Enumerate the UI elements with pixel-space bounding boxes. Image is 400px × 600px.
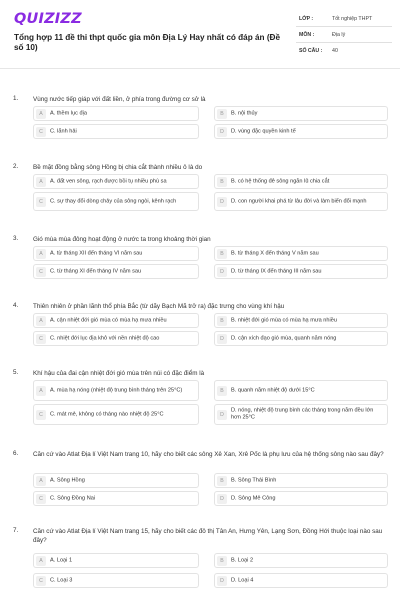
option-text: C. mát mẻ, không có tháng nào nhiệt độ 25°C	[50, 410, 164, 417]
info-table	[296, 11, 392, 59]
option-text: A. từ tháng XII đến tháng VI năm sau	[50, 249, 143, 256]
answer-option-a[interactable]	[33, 246, 199, 261]
info-value: Địa lý	[332, 31, 346, 38]
option-text: A. Sông Hồng	[50, 476, 85, 483]
option-text: D. cận xích đạo gió mùa, quanh năm nóng	[231, 334, 337, 341]
option-letter-d: D	[217, 197, 227, 207]
option-text: A. Loại 1	[50, 556, 73, 563]
option-text: B. Loại 2	[231, 556, 254, 563]
option-text: D. vùng đặc quyền kinh tế	[231, 127, 296, 134]
worksheet-title: Tổng hợp 11 đề thi thpt quốc gia môn Địa Lý Hay nhất có đáp án (Đề số 10)	[14, 33, 281, 52]
question-number: 1.	[13, 95, 19, 102]
option-text: D. Sông Mê Công	[231, 494, 276, 501]
answer-option-c[interactable]	[33, 192, 199, 211]
question-text: Bề mặt đồng bằng sông Hồng bị chia cắt thành nhiều ô là do	[33, 164, 203, 171]
option-text: A. cận nhiệt đới gió mùa có mùa hạ mưa nhiều	[50, 316, 167, 323]
answer-option-a[interactable]	[33, 473, 199, 488]
question-number: 7.	[13, 527, 19, 534]
answer-option-b[interactable]	[214, 174, 388, 189]
answer-option-d[interactable]	[214, 491, 388, 506]
answer-option-c[interactable]	[33, 404, 199, 425]
header-divider	[0, 68, 400, 69]
answer-option-c[interactable]	[33, 331, 199, 346]
question-text: Căn cứ vào Atlat Địa lí Việt Nam trang 15, hãy cho biết các đô thị Tân An, Hưng Yên, Lạng Sơn, Đồng Hới thuộc loại nào sau đây?	[33, 528, 383, 544]
option-text: D. từ tháng IX đến tháng III năm sau	[231, 267, 322, 274]
info-key: MÔN :	[299, 31, 315, 38]
info-key: SỐ CÂU :	[299, 48, 323, 54]
option-text: C. sự thay đổi dòng chảy của sông ngòi, kênh rạch	[50, 197, 177, 204]
option-letter-c: C	[36, 127, 46, 137]
option-letter-c: C	[36, 267, 46, 277]
option-text: D. con người khai phá từ lâu đời và làm biến đổi mạnh	[231, 197, 367, 204]
answer-option-d[interactable]	[214, 404, 388, 425]
option-text: C. từ tháng XI đến tháng IV năm sau	[50, 267, 142, 274]
worksheet-header	[0, 0, 400, 66]
quizizz-logo: QUIZIZZ	[14, 11, 82, 27]
option-text: B. nhiệt đới gió mùa có mùa hạ mưa nhiều	[231, 316, 337, 323]
question-number: 2.	[13, 163, 19, 170]
answer-option-c[interactable]	[33, 124, 199, 139]
question-number: 3.	[13, 235, 19, 242]
question-text: Vùng nước tiếp giáp với đất liền, ở phía trong đường cơ sở là	[33, 96, 206, 103]
option-text: B. Sông Thái Bình	[231, 476, 277, 483]
answer-option-a[interactable]	[33, 313, 199, 328]
answer-option-a[interactable]	[33, 106, 199, 121]
question-text: Căn cứ vào Atlat Địa lí Việt Nam trang 10, hãy cho biết các sông Xê Xan, Xrê Pốc là phụ lưu của hệ thống sông nào sau đây?	[33, 451, 384, 458]
option-letter-a: A	[36, 556, 46, 566]
question-number: 5.	[13, 369, 19, 376]
option-text: D. Loại 4	[231, 576, 254, 583]
option-text: A. đất ven sông, rạch được bồi tụ nhiều phù sa	[50, 177, 167, 184]
option-text: B. từ tháng X đến tháng V năm sau	[231, 249, 319, 256]
option-text: C. Loại 3	[50, 576, 73, 583]
answer-option-b[interactable]	[214, 553, 388, 568]
answer-option-a[interactable]	[33, 380, 199, 401]
option-letter-d: D	[217, 576, 227, 586]
answer-option-b[interactable]	[214, 246, 388, 261]
option-letter-c: C	[36, 410, 46, 420]
info-key: LỚP :	[299, 15, 314, 22]
answer-option-d[interactable]	[214, 192, 388, 211]
answer-option-c[interactable]	[33, 264, 199, 279]
answer-option-d[interactable]	[214, 573, 388, 588]
option-letter-c: C	[36, 197, 46, 207]
option-letter-a: A	[36, 249, 46, 259]
answer-option-a[interactable]	[33, 174, 199, 189]
option-text: B. có hệ thống đê sông ngăn lũ chia cắt	[231, 177, 330, 184]
option-letter-b: B	[217, 177, 227, 187]
option-letter-b: B	[217, 386, 227, 396]
answer-option-a[interactable]	[33, 553, 199, 568]
option-text: A. thềm lục địa	[50, 109, 87, 116]
info-row-count	[296, 43, 392, 59]
answer-option-d[interactable]	[214, 124, 388, 139]
answer-option-b[interactable]	[214, 313, 388, 328]
answer-option-b[interactable]	[214, 106, 388, 121]
answer-option-b[interactable]	[214, 473, 388, 488]
option-letter-b: B	[217, 316, 227, 326]
answer-option-d[interactable]	[214, 331, 388, 346]
option-letter-d: D	[217, 410, 227, 420]
question-text: Khí hậu của đai cận nhiệt đới gió mùa trên núi có đặc điểm là	[33, 370, 205, 377]
option-text: C. lãnh hải	[50, 127, 77, 134]
question-text: Thiên nhiên ở phần lãnh thổ phía Bắc (từ dãy Bạch Mã trở ra) đặc trưng cho vùng khí hậu	[33, 303, 285, 310]
option-text: B. quanh năm nhiệt độ dưới 15°C	[231, 386, 315, 393]
answer-option-c[interactable]	[33, 573, 199, 588]
question-text: Gió mùa mùa đông hoạt động ở nước ta trong khoảng thời gian	[33, 236, 211, 243]
option-letter-d: D	[217, 334, 227, 344]
question-number: 6.	[13, 450, 19, 457]
option-letter-c: C	[36, 576, 46, 586]
option-letter-a: A	[36, 177, 46, 187]
info-value: Tốt nghiệp THPT	[332, 15, 373, 22]
option-letter-c: C	[36, 334, 46, 344]
option-text: C. nhiệt đới lục địa khô với nền nhiệt độ cao	[50, 334, 160, 341]
info-row-subject	[296, 27, 392, 43]
option-letter-d: D	[217, 127, 227, 137]
option-letter-b: B	[217, 249, 227, 259]
answer-option-d[interactable]	[214, 264, 388, 279]
answer-option-b[interactable]	[214, 380, 388, 401]
option-letter-b: B	[217, 476, 227, 486]
option-text: A. mùa hạ nóng (nhiệt độ trung bình tháng trên 25°C)	[50, 386, 183, 393]
question-number: 4.	[13, 302, 19, 309]
option-letter-b: B	[217, 556, 227, 566]
info-value: 40	[332, 48, 338, 54]
option-text: C. Sông Đồng Nai	[50, 494, 96, 501]
info-row-class	[296, 11, 392, 27]
option-text: D. nóng, nhiệt độ trung bình các tháng trong năm đều lớn hơn 25°C	[231, 407, 374, 421]
option-letter-a: A	[36, 109, 46, 119]
option-letter-b: B	[217, 109, 227, 119]
option-letter-a: A	[36, 316, 46, 326]
option-letter-d: D	[217, 267, 227, 277]
option-text: B. nội thủy	[231, 109, 258, 116]
option-letter-a: A	[36, 386, 46, 396]
option-letter-d: D	[217, 494, 227, 504]
option-letter-c: C	[36, 494, 46, 504]
answer-option-c[interactable]	[33, 491, 199, 506]
option-letter-a: A	[36, 476, 46, 486]
